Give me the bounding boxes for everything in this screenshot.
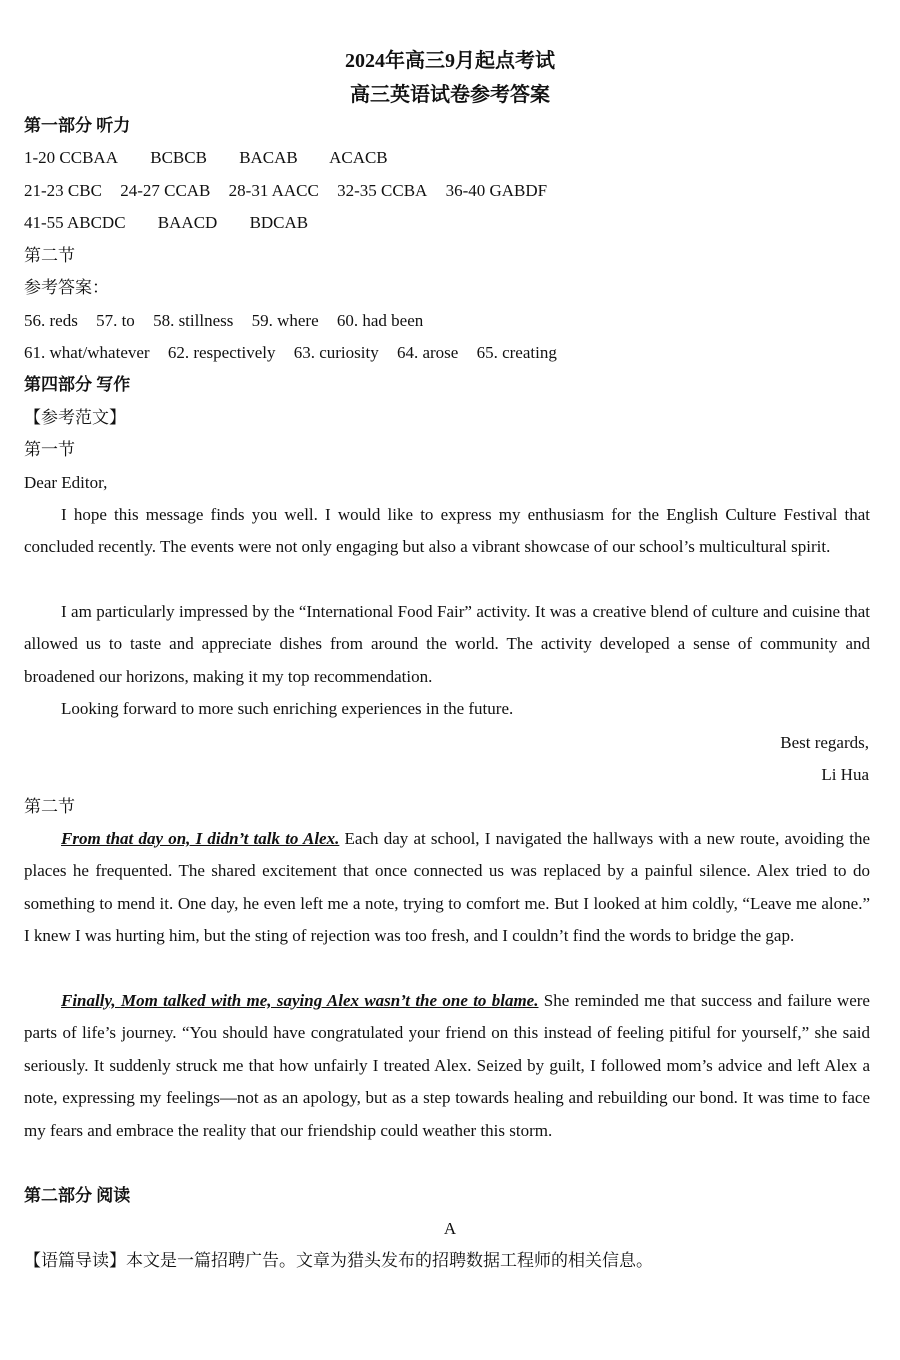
letter-paragraph: I hope this message finds you well. I would like to express my enthusiasm for the English Culture Festival that concluded recently. The events were not only engaging but also a vibrant showcase of our school’s multicultural spirit. — [24, 505, 870, 557]
part1-heading: 第一部分 听力 — [24, 116, 131, 135]
part2-heading: 第二部分 阅读 — [24, 1186, 131, 1205]
letter-closing: Best regards, — [780, 733, 869, 752]
answer-group: BACAB — [239, 148, 298, 167]
section2-writing-label: 第二节 — [24, 797, 75, 816]
answer-group: ACACB — [329, 148, 388, 167]
answer-group: 41-55 ABCDC — [24, 213, 126, 232]
answer-item: 57. to — [96, 311, 135, 330]
answer-group: BDCAB — [249, 213, 309, 232]
answer-item: 56. reds — [24, 311, 78, 330]
answer-group: 1-20 CCBAA — [24, 148, 118, 167]
answer-group: 36-40 GABDF — [445, 181, 548, 200]
answer-item: 65. creating — [476, 343, 557, 362]
answer-group: 24-27 CCAB — [120, 181, 211, 200]
grammar-answers-row-2 — [24, 342, 876, 364]
grammar-answers-row-1 — [24, 310, 876, 332]
listening-answers-row-2 — [24, 180, 876, 202]
page-subtitle: 高三英语试卷参考答案 — [350, 84, 550, 106]
answer-item: 64. arose — [396, 343, 459, 362]
answer-item: 62. respectively — [167, 343, 276, 362]
listening-answers-row-3 — [24, 212, 876, 234]
story-lead-sentence: Finally, Mom talked with me, saying Alex wasn’t the one to blame. — [61, 991, 539, 1010]
part4-heading: 第四部分 写作 — [24, 375, 131, 394]
passage-guide: 【语篇导读】本文是一篇招聘广告。文章为猎头发布的招聘数据工程师的相关信息。 — [24, 1251, 653, 1270]
page-title: 2024年高三9月起点考试 — [345, 50, 555, 72]
story-text: Each day at school, I navigated the hallways with a new route, avoiding the places he frequented. The shared excitement that once connected us was replaced by a painful silence. Alex tried to do something to mend it. One day, he even left me a note, trying to comfort me. But I looked at him coldly, “Leave me alone.” I knew I was hurting him, but the sting of rejection was too fresh, and I couldn’t find the words to bridge the gap. — [24, 829, 870, 946]
answer-item: 58. stillness — [153, 311, 234, 330]
section2-heading: 第二节 — [24, 246, 75, 265]
letter-paragraph: Looking forward to more such enriching experiences in the future. — [61, 699, 514, 718]
story-paragraph — [24, 823, 870, 953]
story-paragraph — [24, 985, 870, 1147]
listening-answers-row-1 — [24, 147, 876, 169]
answer-group: BCBCB — [150, 148, 207, 167]
letter-paragraph: I am particularly impressed by the “International Food Fair” activity. It was a creative blend of culture and cuisine that allowed us to taste and appreciate dishes from around the world. The activity developed a sense of community and broadened our horizons, making it my top recommendation. — [24, 602, 870, 686]
answer-item: 59. where — [251, 311, 319, 330]
letter-salutation: Dear Editor, — [24, 473, 108, 492]
letter-signature: Li Hua — [821, 765, 869, 784]
answer-item: 60. had been — [336, 311, 424, 330]
story-lead-sentence: From that day on, I didn’t talk to Alex. — [61, 829, 340, 848]
answer-group: 21-23 CBC — [24, 181, 102, 200]
section1-label: 第一节 — [24, 440, 75, 459]
answer-group: BAACD — [157, 213, 218, 232]
answer-item: 63. curiosity — [293, 343, 379, 362]
answer-group: 28-31 AACC — [228, 181, 319, 200]
answer-label: 参考答案： — [24, 278, 109, 297]
story-text: She reminded me that success and failure were parts of life’s journey. “You should have congratulated your friend on this instead of feeling pitiful for yourself,” she said seriously. It suddenly struck me that how unfairly I treated Alex. Seized by guilt, I followed mom’s advice and left Alex a note, expressing my feelings—not as an apology, but as a step towards healing and rebuilding our bond. It was time to face my fears and embrace the reality that our friendship could weather this storm. — [24, 991, 870, 1140]
answer-group: 32-35 CCBA — [337, 181, 428, 200]
sample-label: 【参考范文】 — [24, 408, 126, 427]
passage-letter: A — [443, 1219, 457, 1238]
answer-item: 61. what/whatever — [24, 343, 150, 362]
